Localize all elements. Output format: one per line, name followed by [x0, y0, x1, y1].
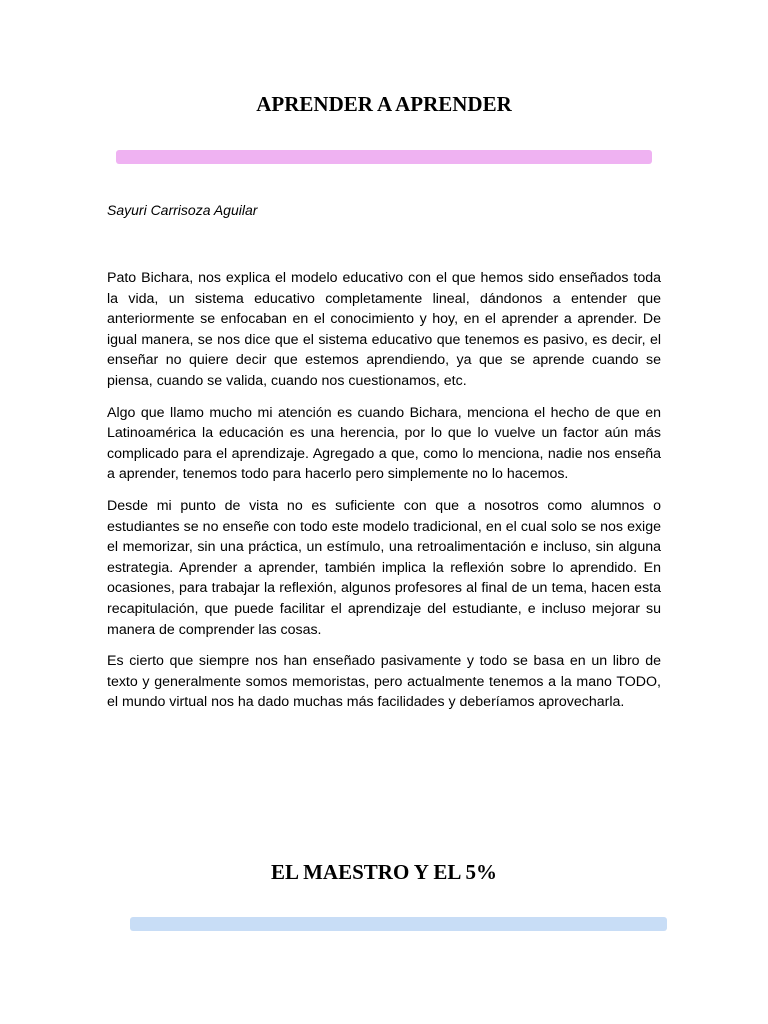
paragraph-1: Pato Bichara, nos explica el modelo educativo con el que hemos sido enseñados toda la vida, un sistema educativo completamente lineal, dándonos a entender que anteriormente se enfocaban en el conocimiento y hoy, en el aprender a aprender. De igual manera, se nos dice que el sistema educativo que tenemos es pasivo, es decir, el enseñar no quiere decir que estemos aprendiendo, ya que se aprende cuando se piensa, cuando se valida, cuando nos cuestionamos, etc.	[107, 270, 661, 389]
author-name: Sayuri Carrisoza Aguilar	[107, 202, 258, 218]
pink-divider-bar	[116, 150, 652, 164]
body-text	[107, 268, 661, 724]
paragraph-4: Es cierto que siempre nos han enseñado pasivamente y todo se basa en un libro de texto y generalmente somos memoristas, pero actualmente tenemos a la mano TODO, el mundo virtual nos ha dado muchas más facilidades y deberíamos aprovecharla.	[107, 653, 661, 711]
blue-divider-bar	[130, 917, 667, 931]
paragraph-3: Desde mi punto de vista no es suficiente con que a nosotros como alumnos o estudiantes se no enseñe con todo este modelo tradicional, en el cual solo se nos exige el memorizar, sin una práctica, un estímulo, una retroalimentación e incluso, sin alguna estrategia. Aprender a aprender, también implica la reflexión sobre lo aprendido. En ocasiones, para trabajar la reflexión, algunos profesores al final de un tema, hacen esta recapitulación, que puede facilitar el aprendizaje del estudiante, e incluso mejorar su manera de comprender las cosas.	[107, 497, 661, 638]
page-title: APRENDER A APRENDER	[256, 92, 512, 116]
paragraph-2: Algo que llamo mucho mi atención es cuando Bichara, menciona el hecho de que en Latinoamérica la educación es una herencia, por lo que lo vuelve un factor aún más complicado para el aprendizaje. Agregado a que, como lo menciona, nadie nos enseña a aprender, tenemos todo para hacerlo pero simplemente no lo hacemos.	[107, 404, 661, 483]
section-title: EL MAESTRO Y EL 5%	[271, 860, 497, 884]
